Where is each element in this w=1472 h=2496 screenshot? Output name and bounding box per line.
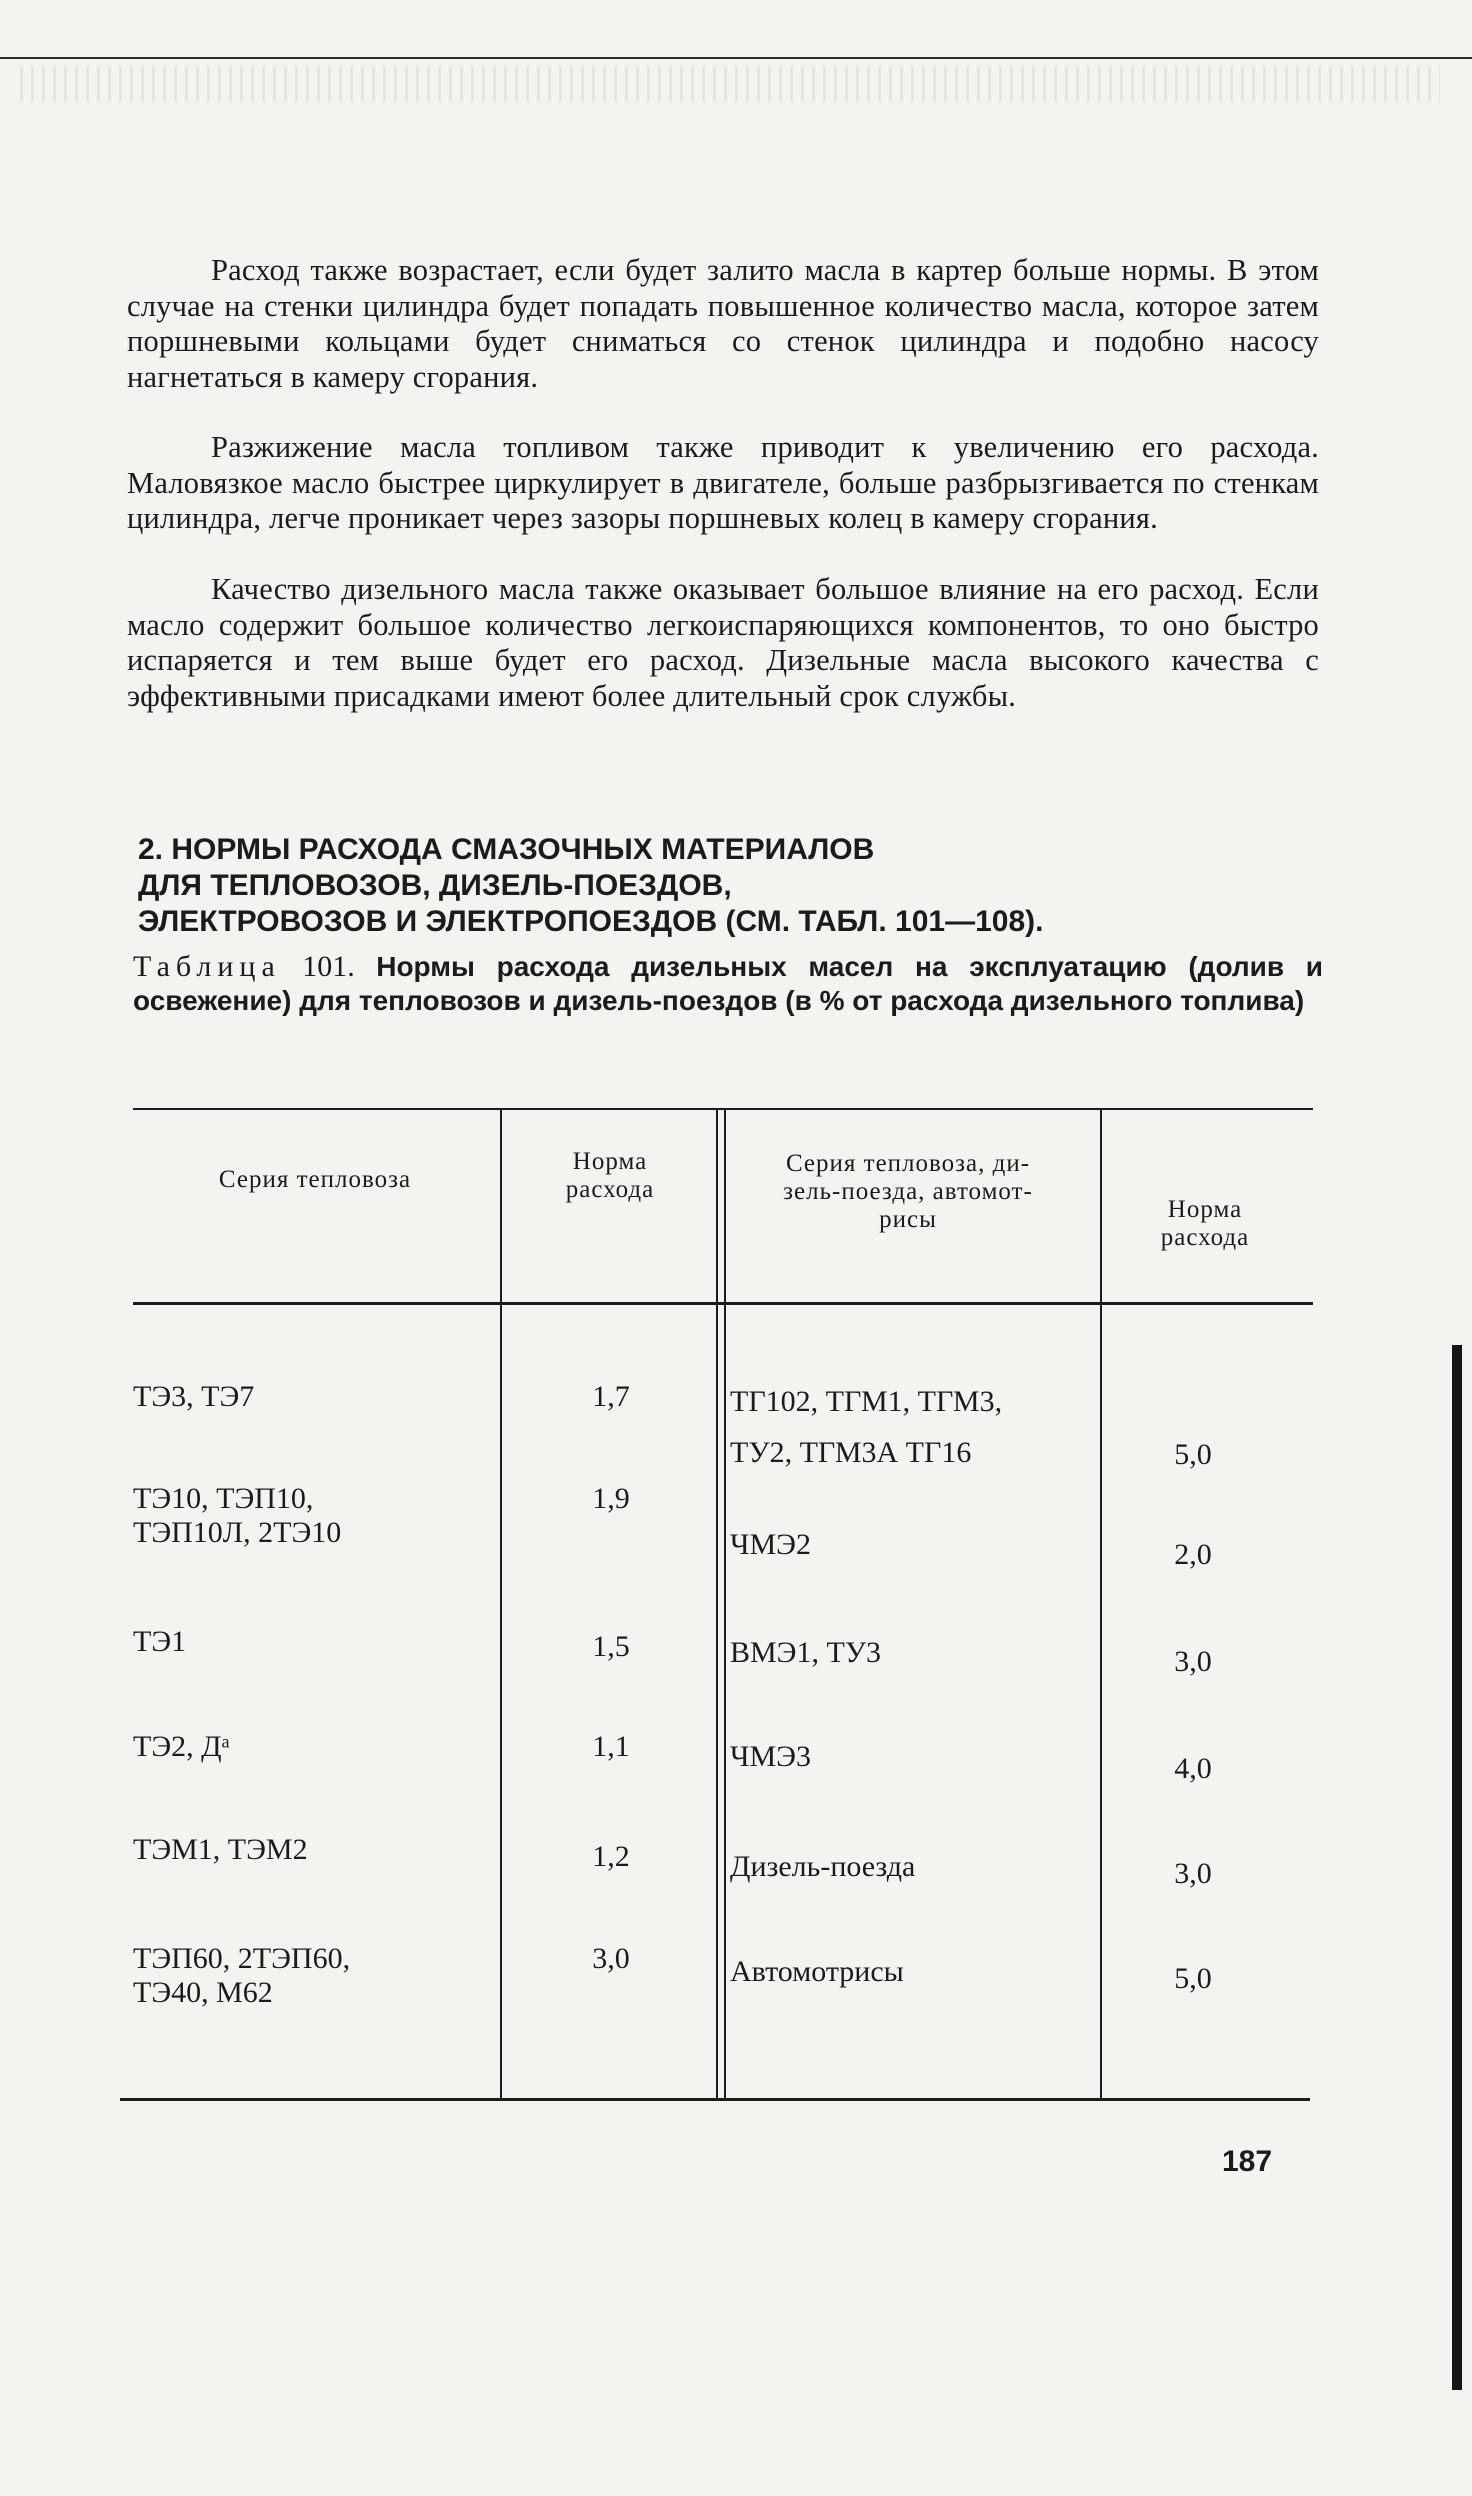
header-norm-left <box>520 1148 700 1204</box>
scan-noise-band <box>20 66 1440 102</box>
right-row-2-series: ЧМЭ2 <box>730 1528 811 1561</box>
table-caption <box>133 950 1323 1018</box>
left-row-2-norm: 1,9 <box>592 1482 630 1515</box>
section-heading-line-2: ДЛЯ ТЕПЛОВОЗОВ, ДИЗЕЛЬ-ПОЕЗДОВ, <box>138 869 732 902</box>
right-row-6-series: Автомотрисы <box>730 1955 904 1988</box>
header-series-right <box>718 1150 1098 1234</box>
left-row-2-series-line-2: ТЭП10Л, 2ТЭ10 <box>133 1516 342 1549</box>
header-series-right-line-2: зель-поезда, автомот- <box>783 1178 1033 1205</box>
column-divider-1 <box>500 1108 502 2100</box>
left-row-1-series: ТЭ3, ТЭ7 <box>133 1380 255 1413</box>
header-norm-left-line-2: расхода <box>565 1176 655 1203</box>
table-caption-number: 101. <box>302 950 355 983</box>
left-row-1-norm: 1,7 <box>592 1380 630 1413</box>
right-row-5-series: Дизель-поезда <box>730 1850 916 1883</box>
scan-right-edge-shadow <box>1452 1345 1462 2390</box>
paragraph-2: Разжижение масла топливом также приводит к увеличению его расхода. Маловязкое масло быстрее циркулирует в двигателе, больше разбрызгивается по стенкам цилиндра, легче проникает через зазоры поршневых колец в камеру сгорания. <box>127 430 1319 535</box>
right-row-1-series-line-1: ТГ102, ТГМ1, ТГМ3, <box>730 1385 1003 1418</box>
left-row-6-series-line-1: ТЭП60, 2ТЭП60, <box>133 1942 351 1975</box>
table-header-rule <box>133 1302 1313 1305</box>
right-row-4-norm: 4,0 <box>1174 1752 1212 1785</box>
right-row-3-series: ВМЭ1, ТУ3 <box>730 1636 882 1669</box>
right-row-6-norm: 5,0 <box>1174 1962 1212 1995</box>
header-norm-right-line-2: расхода <box>1160 1224 1250 1251</box>
right-row-1-series-line-2: ТУ2, ТГМ3А ТГ16 <box>730 1436 972 1469</box>
header-norm-right-line-1: Норма <box>1167 1196 1243 1223</box>
left-row-5-norm: 1,2 <box>592 1840 630 1873</box>
table-caption-title: Нормы расхода дизельных масел на эксплуатацию (долив и освежение) для тепловозов и дизель-поездов (в % от расхода дизельного топлива) <box>133 951 1324 1016</box>
left-row-6-series-line-2: ТЭ40, М62 <box>133 1976 273 2009</box>
left-row-4-series: ТЭ2, Дᵃ <box>133 1730 230 1763</box>
section-heading-line-1: 2. НОРМЫ РАСХОДА СМАЗОЧНЫХ МАТЕРИАЛОВ <box>138 833 875 866</box>
right-row-1-norm: 5,0 <box>1174 1438 1212 1471</box>
right-row-2-norm: 2,0 <box>1174 1538 1212 1571</box>
right-row-5-norm: 3,0 <box>1174 1857 1212 1890</box>
column-divider-2a <box>716 1108 718 2100</box>
scan-top-rule <box>0 57 1472 59</box>
left-row-3-norm: 1,5 <box>592 1630 630 1663</box>
table-caption-label: Таблица <box>133 950 281 983</box>
header-norm-left-line-1: Норма <box>572 1148 648 1175</box>
paragraph-1: Расход также возрастает, если будет залито масла в картер больше нормы. В этом случае на стенки цилиндра будет попадать повышенное количество масла, которое затем поршневыми кольцами будет сниматься со стенок цилиндра и подобно насосу нагнетаться в камеру сгорания. <box>127 253 1319 394</box>
right-row-3-norm: 3,0 <box>1174 1645 1212 1678</box>
header-norm-right <box>1110 1196 1300 1252</box>
left-row-4-norm: 1,1 <box>592 1730 630 1763</box>
left-row-5-series: ТЭМ1, ТЭМ2 <box>133 1833 308 1866</box>
header-series-right-line-1: Серия тепловоза, ди- <box>785 1150 1031 1177</box>
section-heading <box>138 832 1318 940</box>
section-heading-line-3: ЭЛЕКТРОВОЗОВ И ЭЛЕКТРОПОЕЗДОВ (СМ. ТАБЛ. 101—108). <box>138 905 1044 938</box>
left-row-2-series-line-1: ТЭ10, ТЭП10, <box>133 1482 314 1515</box>
column-divider-2b <box>724 1108 726 2100</box>
header-series-left: Серия тепловоза <box>218 1166 412 1193</box>
left-row-3-series: ТЭ1 <box>133 1625 187 1658</box>
table-bottom-rule <box>120 2098 1310 2101</box>
right-row-4-series: ЧМЭ3 <box>730 1740 811 1773</box>
page-number: 187 <box>1222 2145 1273 2178</box>
column-divider-3 <box>1100 1108 1102 2100</box>
header-series-right-line-3: рисы <box>879 1206 937 1233</box>
table-top-rule <box>133 1108 1313 1110</box>
paragraph-3: Качество дизельного масла также оказывает большое влияние на его расход. Если масло содержит большое количество легкоиспаряющихся компонентов, то оно быстро испаряется и тем выше будет его расход. Дизельные масла высокого качества с эффективными присадками имеют более длительный срок службы. <box>127 572 1319 713</box>
left-row-6-norm: 3,0 <box>592 1942 630 1975</box>
